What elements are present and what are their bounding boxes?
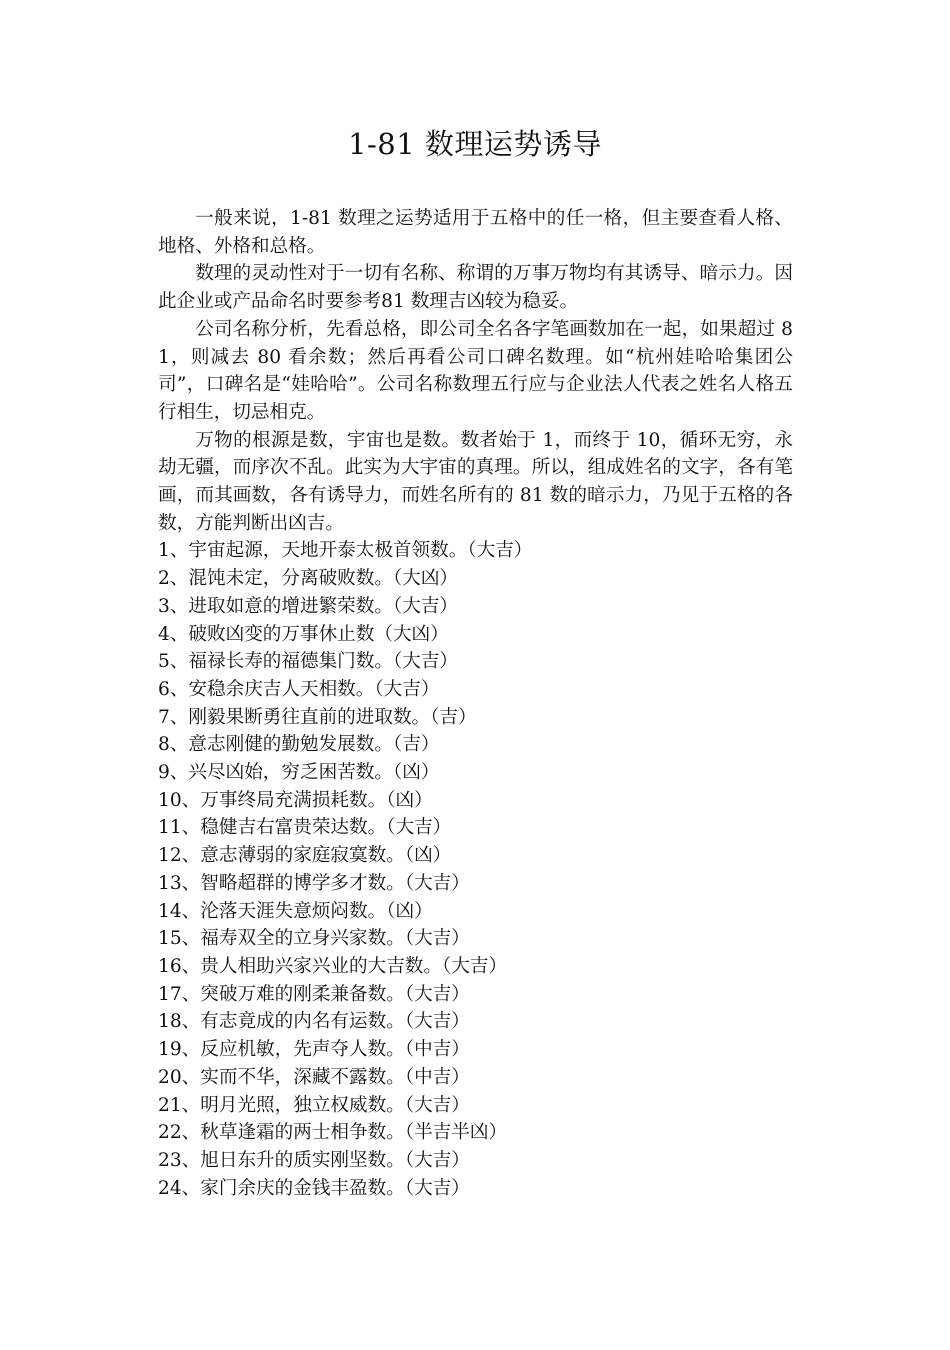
list-item: 4、破败凶变的万事休止数（大凶） [158,623,449,645]
list-item: 16、贵人相助兴家兴业的大吉数。（大吉） [158,955,508,977]
list-item: 17、突破万难的刚柔兼备数。（大吉） [158,983,470,1005]
list-item: 23、旭日东升的质实刚坚数。（大吉） [158,1149,470,1171]
list-item: 5、福禄长寿的福德集门数。（大吉） [158,651,459,673]
list-item: 7、刚毅果断勇往直前的进取数。（吉） [158,706,477,728]
list-item: 1、宇宙起源，天地开泰太极首领数。（大吉） [158,540,533,562]
list-item: 3、进取如意的增进繁荣数。（大吉） [158,595,459,617]
list-item: 12、意志薄弱的家庭寂寞数。（凶） [158,845,452,867]
list-item: 20、实而不华，深藏不露数。（中吉） [158,1066,470,1088]
list-item: 14、沦落天涯失意烦闷数。（凶） [158,900,433,922]
list-item: 11、稳健吉右富贵荣达数。（大吉） [158,817,452,839]
paragraph-intro: 一般来说，1-81 数理之运势适用于五格中的任一格，但主要查看人格、地格、外格和总格。 [158,208,793,257]
list-item: 2、混饨未定，分离破败数。（大凶） [158,568,459,590]
list-item: 21、明月光照，独立权威数。（大吉） [158,1094,470,1116]
paragraph-company: 公司名称分析，先看总格，即公司全名各字笔画数加在一起，如果超过 81，则减去 80 看余数；然后再看公司口碑名数理。如“杭州娃哈哈集团公司”，口碑名是“娃哈哈”。公司名称数理五行应与企业法人代表之姓名人格五行相生，切忌相克。 [158,318,793,423]
number-list [158,537,793,1202]
list-item: 22、秋草逢霜的两士相争数。（半吉半凶） [158,1122,508,1144]
list-item: 15、福寿双全的立身兴家数。（大吉） [158,928,470,950]
list-item: 24、家门余庆的金钱丰盈数。（大吉） [158,1177,470,1199]
document-body [158,205,793,1202]
list-item: 10、万事终局充满损耗数。（凶） [158,789,433,811]
list-item: 9、兴尽凶始，穷乏困苦数。（凶） [158,762,440,784]
paragraph-naming: 数理的灵动性对于一切有名称、称谓的万事万物均有其诱导、暗示力。因此企业或产品命名时要参考81 数理吉凶较为稳妥。 [158,263,793,313]
list-item: 13、智略超群的博学多才数。（大吉） [158,872,470,894]
page-title: 1-81 数理运势诱导 [348,127,602,161]
list-item: 18、有志竟成的内名有运数。（大吉） [158,1011,470,1033]
paragraph-origin: 万物的根源是数，宇宙也是数。数者始于 1，而终于 10，循环无穷，永劫无疆，而序次不乱。此实为大宇宙的真理。所以，组成姓名的文字，各有笔画，而其画数，各有诱导力，而姓名所有的 81 数的暗示力，乃见于五格的各数，方能判断出凶吉。 [158,429,793,534]
list-item: 6、安稳余庆吉人天相数。（大吉） [158,678,440,700]
list-item: 19、反应机敏，先声夺人数。（中吉） [158,1039,470,1061]
list-item: 8、意志刚健的勤勉发展数。（吉） [158,734,440,756]
